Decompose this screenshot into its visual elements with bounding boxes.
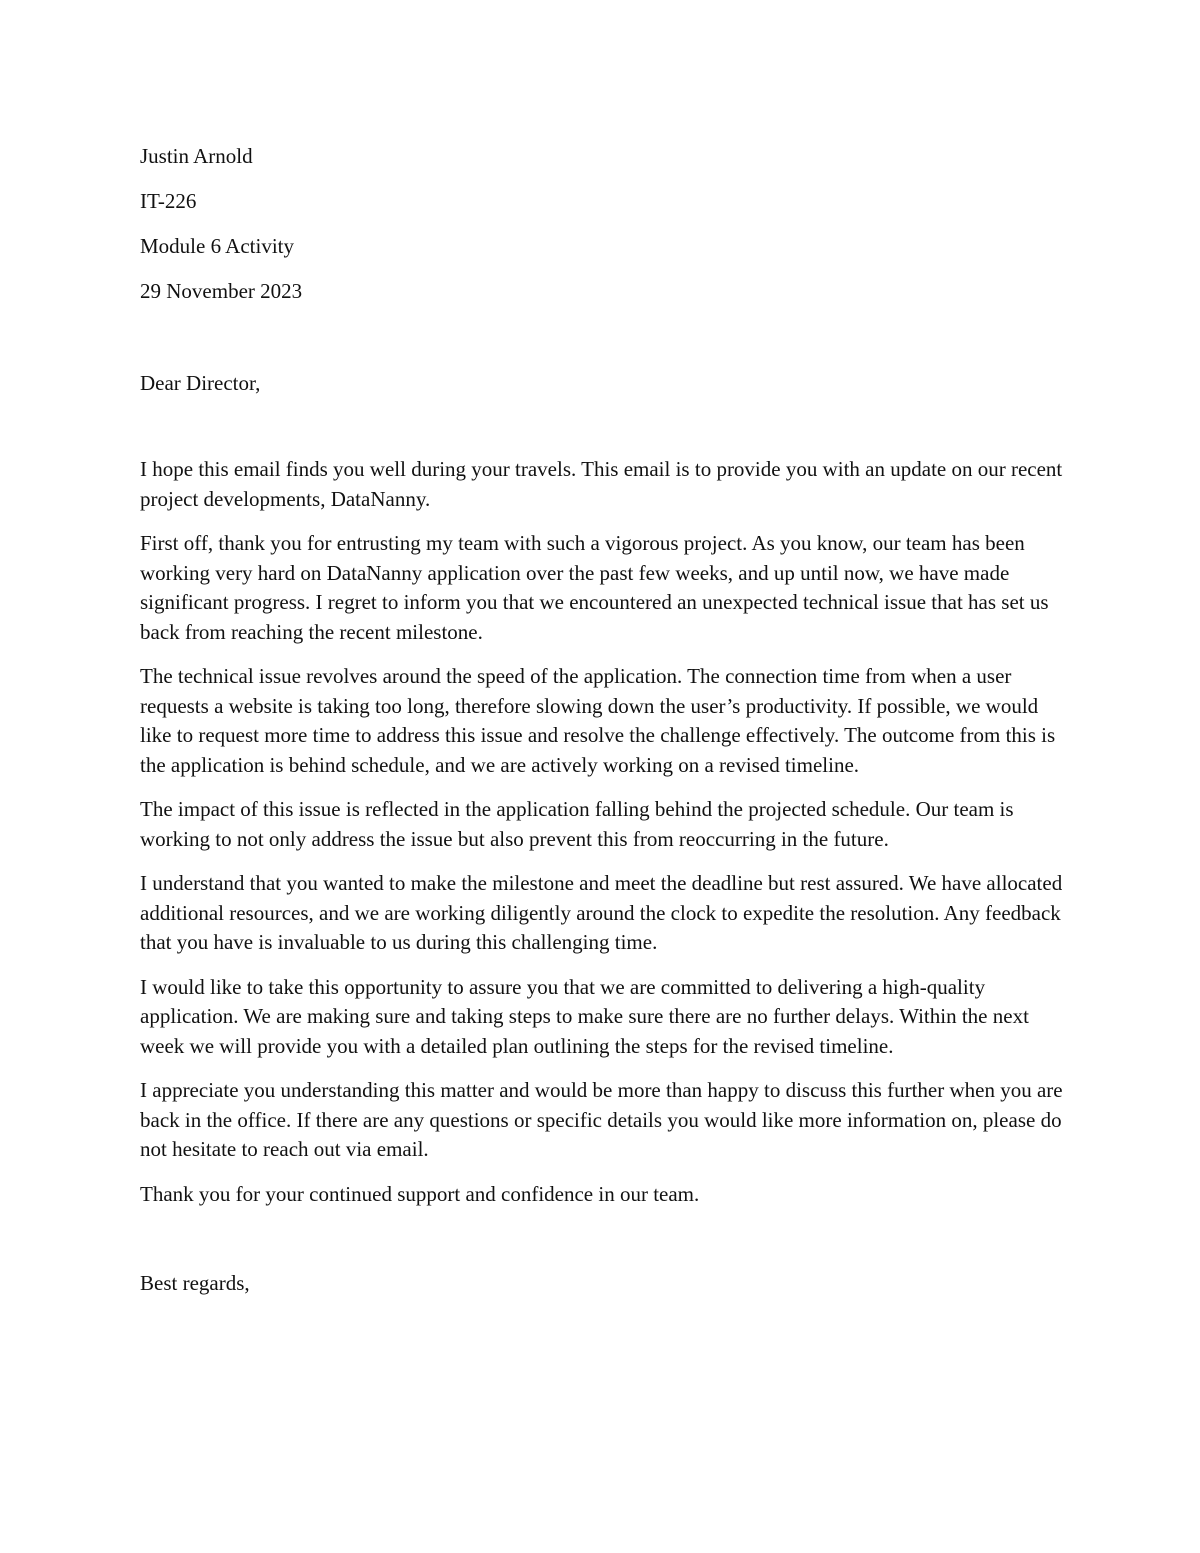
body-paragraph: I would like to take this opportunity to assure you that we are committed to delivering a high-quality application. We are making sure and taking steps to make sure there are no further delays. Within the next week we will provide you with a detailed plan outlining the steps for the revised timeline. xyxy=(140,974,1029,1058)
author-name: Justin Arnold xyxy=(140,144,253,168)
salutation: Dear Director, xyxy=(140,371,261,395)
body-paragraph: The technical issue revolves around the speed of the application. The connection time from when a user requests a website is taking too long, therefore slowing down the user’s productivity. If possible, we would like to request more time to address this issue and resolve the challenge effectively. The outcome from this is the application is behind schedule, and we are actively working on a revised timeline. xyxy=(140,664,1056,777)
body-paragraph: I understand that you wanted to make the milestone and meet the deadline but rest assured. We have allocated additional resources, and we are working diligently around the clock to expedite the resolution. Any feedback that you have is invaluable to us during this challenging time. xyxy=(140,871,1063,954)
body-paragraph: First off, thank you for entrusting my team with such a vigorous project. As you know, our team has been working very hard on DataNanny application over the past few weeks, and up until now, we have made significant progress. I regret to inform you that we encountered an unexpected technical issue that has set us back from reaching the recent milestone. xyxy=(140,531,1049,644)
body-paragraph: The impact of this issue is reflected in the application falling behind the projected schedule. Our team is working to not only address the issue but also prevent this from reoccurring in the future. xyxy=(140,797,1014,851)
body-paragraph: I hope this email finds you well during your travels. This email is to provide you with an update on our recent project developments, DataNanny. xyxy=(140,457,1063,511)
body-paragraph: I appreciate you understanding this matter and would be more than happy to discuss this further when you are back in the office. If there are any questions or specific details you would like more information on, please do not hesitate to reach out via email. xyxy=(140,1078,1063,1161)
assignment-title: Module 6 Activity xyxy=(140,234,294,258)
letter-date: 29 November 2023 xyxy=(140,279,303,303)
letter-content xyxy=(140,140,1065,1299)
body-paragraph: Thank you for your continued support and confidence in our team. xyxy=(140,1181,700,1206)
closing: Best regards, xyxy=(140,1271,250,1295)
letter-body xyxy=(140,455,1065,1209)
course-code: IT-226 xyxy=(140,189,197,213)
